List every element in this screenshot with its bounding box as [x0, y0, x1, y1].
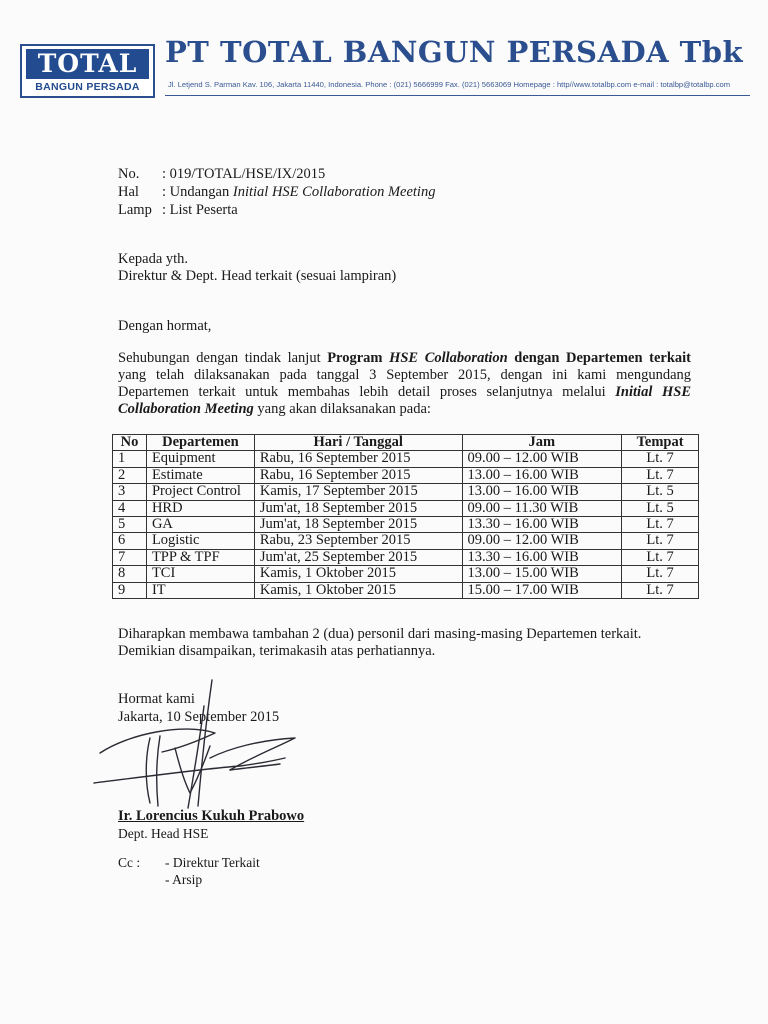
schedule-table: [112, 434, 699, 599]
header-time: Jam: [462, 435, 622, 451]
meta-subject-title: Initial HSE Collaboration Meeting: [232, 184, 436, 200]
cell-department: Logistic: [146, 533, 254, 549]
handwritten-signature: [90, 678, 310, 813]
closing-line-2: Demikian disampaikan, terimakasih atas perhatiannya.: [118, 643, 436, 659]
table-row: [113, 484, 699, 500]
cc-item: - Arsip: [165, 872, 203, 887]
header-department: Departemen: [146, 435, 254, 451]
cell-location: Lt. 7: [622, 549, 699, 565]
table-row: [113, 517, 699, 533]
cell-department: HRD: [146, 500, 254, 516]
cell-location: Lt. 7: [622, 467, 699, 483]
cell-location: Lt. 7: [622, 566, 699, 582]
cell-no: 5: [113, 517, 147, 533]
cell-date: Kamis, 1 Oktober 2015: [254, 566, 462, 582]
signatory-title: Dept. Head HSE: [118, 826, 209, 841]
body-paragraph: [118, 350, 691, 418]
table-body: [113, 451, 699, 599]
table-row: [113, 451, 699, 467]
cell-time: 09.00 – 12.00 WIB: [462, 451, 622, 467]
cell-time: 09.00 – 12.00 WIB: [462, 533, 622, 549]
cell-time: 15.00 – 17.00 WIB: [462, 582, 622, 598]
cell-time: 09.00 – 11.30 WIB: [462, 500, 622, 516]
cell-no: 7: [113, 549, 147, 565]
company-address: Jl. Letjend S. Parman Kav. 106, Jakarta 11440, Indonesia. Phone : (021) 5666999 Fax. (021) 5663069 Homepage : http//www.totalbp.com e-mail : totalbp@totalbp.com: [168, 80, 731, 89]
cell-no: 4: [113, 500, 147, 516]
logo-wordmark: TOTAL: [26, 49, 149, 79]
recipient-salutation: Kepada yth.: [118, 251, 189, 267]
cell-no: 1: [113, 451, 147, 467]
table-row: [113, 549, 699, 565]
signature-regards: Hormat kami: [118, 691, 195, 707]
cell-department: Estimate: [146, 467, 254, 483]
cell-date: Kamis, 1 Oktober 2015: [254, 582, 462, 598]
header-divider: [165, 95, 750, 96]
table-row: [113, 500, 699, 516]
cell-no: 3: [113, 484, 147, 500]
meta-attachment-label: Lamp: [118, 202, 152, 218]
cell-department: TCI: [146, 566, 254, 582]
cell-time: 13.30 – 16.00 WIB: [462, 517, 622, 533]
cell-location: Lt. 7: [622, 517, 699, 533]
cell-location: Lt. 7: [622, 533, 699, 549]
cell-date: Rabu, 16 September 2015: [254, 451, 462, 467]
table-header-row: [113, 435, 699, 451]
cell-location: Lt. 5: [622, 484, 699, 500]
cell-date: Jum'at, 18 September 2015: [254, 517, 462, 533]
signatory-name-text: Ir. Lorencius Kukuh Prabowo: [118, 808, 305, 824]
greeting: Dengan hormat,: [118, 318, 212, 334]
cell-date: Jum'at, 25 September 2015: [254, 549, 462, 565]
body-text-2: yang telah dilaksanakan pada tanggal 3 September 2015, dengan ini kami mengundang Departemen terkait untuk membahas lebih detail proses selanjutnya melalui: [118, 367, 691, 400]
cell-department: TPP & TPF: [146, 549, 254, 565]
cell-department: GA: [146, 517, 254, 533]
cell-department: IT: [146, 582, 254, 598]
table-row: [113, 467, 699, 483]
cc-label: Cc :: [118, 855, 141, 870]
signatory-name: [118, 808, 304, 825]
cell-date: Rabu, 16 September 2015: [254, 467, 462, 483]
company-logo: [20, 44, 155, 98]
cc-item: - Direktur Terkait: [165, 855, 260, 870]
meta-number-value: : 019/TOTAL/HSE/IX/2015: [162, 166, 326, 182]
cell-no: 6: [113, 533, 147, 549]
cell-location: Lt. 7: [622, 582, 699, 598]
cell-time: 13.00 – 16.00 WIB: [462, 484, 622, 500]
meta-subject-row: [118, 184, 435, 201]
recipient-name: Direktur & Dept. Head terkait (sesuai lampiran): [118, 268, 397, 284]
signature-place-date: Jakarta, 10 September 2015: [118, 709, 280, 725]
cell-department: Equipment: [146, 451, 254, 467]
cell-time: 13.30 – 16.00 WIB: [462, 549, 622, 565]
body-bold-program: Program: [327, 350, 390, 366]
header-location: Tempat: [622, 435, 699, 451]
cell-date: Kamis, 17 September 2015: [254, 484, 462, 500]
meta-attachment-row: [118, 202, 238, 219]
table-row: [113, 582, 699, 598]
closing-line-1: Diharapkan membawa tambahan 2 (dua) personil dari masing-masing Departemen terkait.: [118, 626, 642, 642]
body-text-1: Sehubungan dengan tindak lanjut: [118, 350, 328, 366]
meta-attachment-value: : List Peserta: [162, 202, 238, 218]
table-row: [113, 533, 699, 549]
body-bold-dept: dengan Departemen terkait: [507, 350, 691, 366]
body-bold-italic-meeting: Initial HSE Collaboration Meeting: [118, 384, 691, 417]
table-row: [113, 566, 699, 582]
logo-subtitle: BANGUN PERSADA: [35, 81, 140, 93]
body-text-3: yang akan dilaksanakan pada:: [253, 401, 431, 417]
header-date: Hari / Tanggal: [254, 435, 462, 451]
cell-no: 9: [113, 582, 147, 598]
meta-number-row: [118, 166, 325, 183]
body-bold-italic-hse: HSE Collaboration: [389, 350, 508, 366]
cell-date: Rabu, 23 September 2015: [254, 533, 462, 549]
meta-subject-label: Hal: [118, 184, 139, 200]
cell-location: Lt. 7: [622, 451, 699, 467]
cell-department: Project Control: [146, 484, 254, 500]
cell-time: 13.00 – 16.00 WIB: [462, 467, 622, 483]
cell-time: 13.00 – 15.00 WIB: [462, 566, 622, 582]
company-name: PT TOTAL BANGUN PERSADA Tbk: [165, 35, 744, 69]
cell-location: Lt. 5: [622, 500, 699, 516]
cell-date: Jum'at, 18 September 2015: [254, 500, 462, 516]
meta-subject-prefix: : Undangan: [162, 184, 233, 200]
header-no: No: [113, 435, 147, 451]
meta-number-label: No.: [118, 166, 140, 182]
cell-no: 8: [113, 566, 147, 582]
cell-no: 2: [113, 467, 147, 483]
